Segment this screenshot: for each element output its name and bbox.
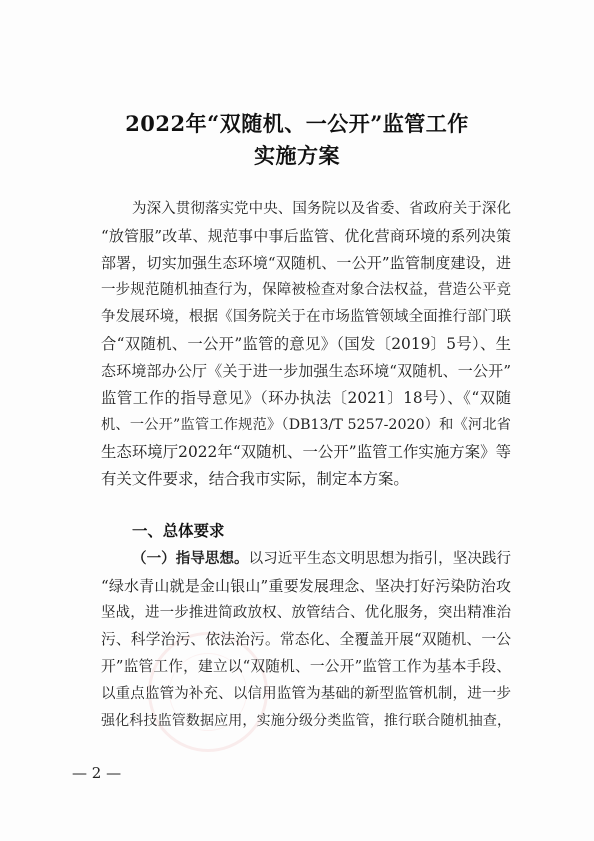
text-run: 以习近平生态文明思想为指引，坚决践行 [248,551,511,567]
text-line: 污、科学治污、依法治污。常态化、全覆盖开展“双随机、一公 [101,631,511,648]
page-number: — 2 — [72,764,122,782]
text-line: 态环境部办公厅《关于进一步加强生态环境“双随机、一公开” [101,362,511,380]
text-line: “放管服”改革、规范事中事后监管、优化营商环境的系列决策 [101,227,511,245]
text-line: 生态环境厅2022年“双随机、一公开”监管工作实施方案》等 [101,443,511,461]
text-line: 监管工作的指导意见》（环办执法〔2021〕18号）、《“双随 [101,389,511,407]
text-line: 争发展环境，根据《国务院关于在市场监管领域全面推行部门联 [101,309,511,325]
subsection-lead: （一）指导思想。 [132,551,249,567]
text-line: 部署，切实加强生态环境“双随机、一公开”监管制度建设，进 [101,254,511,272]
document-title-line1: 2022年“双随机、一公开”监管工作 [125,111,469,136]
text-line: 有关文件要求，结合我市实际，制定本方案。 [101,470,409,488]
text-line: 坚战，进一步推进简政放权、放管结合、优化服务，突出精准治 [101,605,511,621]
text-line: 合“双随机、一公开”监管的意见》（国发〔2019〕5号）、生 [101,335,511,353]
text-line: 以重点监管为补充、以信用监管为基础的新型监管机制，进一步 [101,686,511,702]
section-heading: 一、总体要求 [132,522,225,540]
text-line: 强化科技监管数据应用，实施分级分类监管，推行联合随机抽查， [101,713,511,729]
text-line: 为深入贯彻落实党中央、国务院以及省委、省政府关于深化 [132,201,511,217]
text-line: 一步规范随机抽查行为，保障被检查对象合法权益，营造公平竞 [101,282,511,298]
text-line: 机、一公开”监管工作规范》（DB13/T 5257-2020）和《河北省 [101,417,511,433]
text-line: 开”监管工作，建立以“双随机、一公开”监管工作为基本手段、 [101,658,511,675]
document-title-line2: 实施方案 [254,143,340,168]
text-line [101,546,511,572]
text-line: “绿水青山就是金山银山”重要发展理念、坚决打好污染防治攻 [101,577,511,595]
